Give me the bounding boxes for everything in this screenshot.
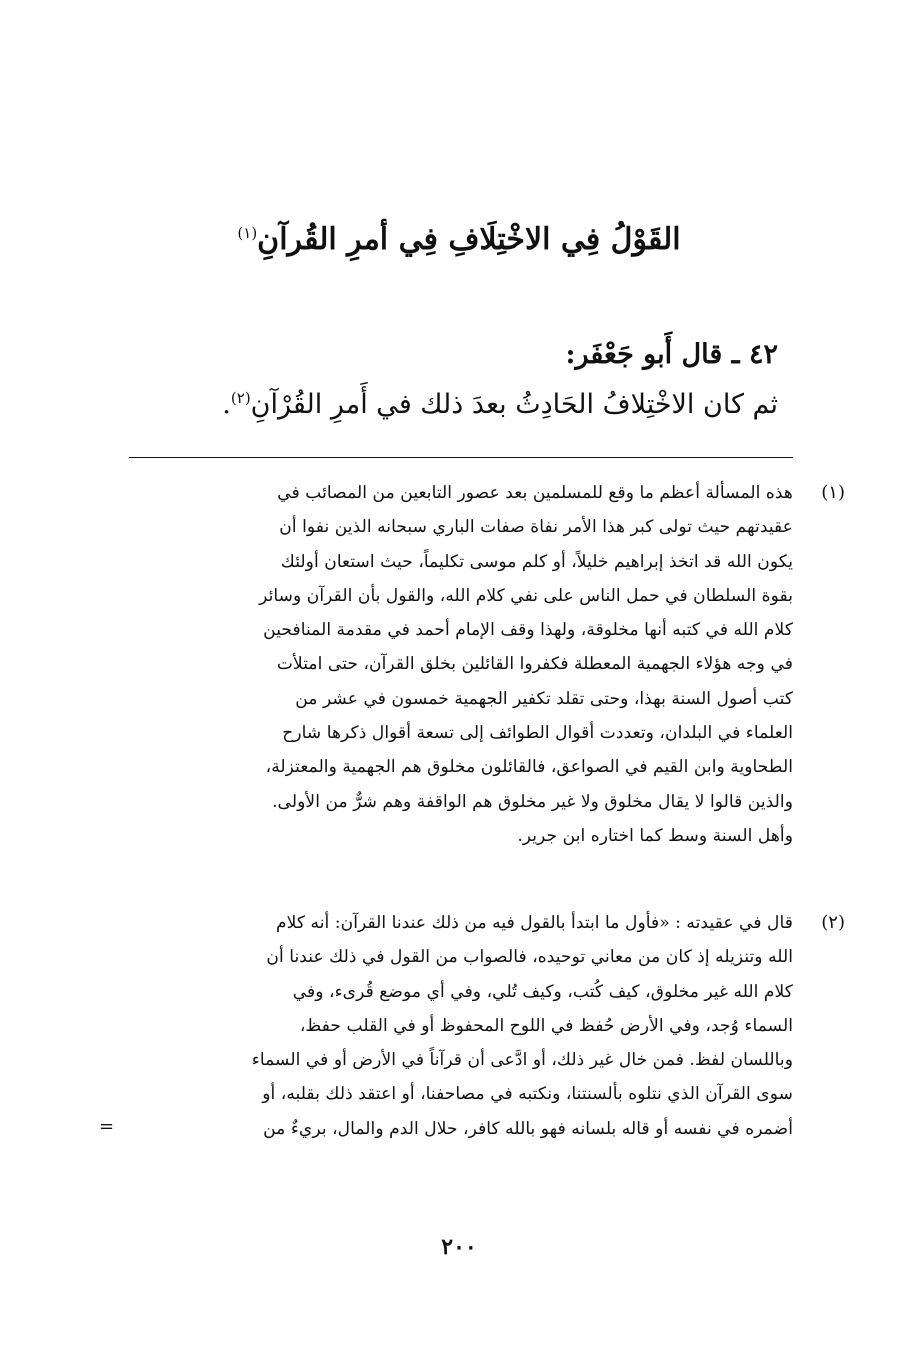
footnote-number: (١) [821, 482, 845, 503]
footnote-line: والذين قالوا لا يقال مخلوق ولا غير مخلوق هم الواقفة وهم شرٌّ من الأولى. [272, 791, 793, 812]
footnote-line: كلام الله في كتبه أنها مخلوقة، ولهذا وقف الإمام أحمد في مقدمة المنافحين [263, 620, 793, 641]
footnote-line: قال في عقيدته : «فأول ما ابتدأ بالقول فيه من ذلك عندنا القرآن: أنه كلام [276, 913, 793, 933]
main-text-note-ref: (٢) [230, 389, 251, 407]
footnote-divider [129, 457, 793, 458]
chapter-title [0, 218, 918, 262]
footnote-1 [129, 476, 845, 853]
footnote-line: الله وتنزيله إذ كان من معاني توحيده، فالصواب من القول في ذلك عندنا أن [266, 947, 793, 968]
footnote-number: (٢) [821, 912, 845, 933]
section-heading: ٤٢ ـ قال أَبو جَعْفَر: [565, 339, 778, 370]
footnote-2 [99, 906, 845, 1146]
footnote-line: وباللسان لفظ. فمن خال غير ذلك، أو ادَّعى أن قرآناً في الأرض أو في السماء [251, 1050, 793, 1071]
footnote-line: هذه المسألة أعظم ما وقع للمسلمين بعد عصور التابعين من المصائب في [277, 483, 793, 503]
footnote-line: في وجه هؤلاء الجهمية المعطلة فكفروا القائلين بخلق القرآن، حتى امتلأت [276, 654, 793, 675]
footnote-line: السماء وُجد، وفي الأرض حُفظ في اللوح المحفوظ أو في القلب حفظ، [299, 1015, 793, 1036]
footnote-line: وأهل السنة وسط كما اختاره ابن جرير. [517, 825, 793, 846]
main-text: ثم كان الاخْتِلافُ الحَادِثُ بعدَ ذلك في أَمرِ القُرْآنِ$^{(٢)}$. [222, 389, 778, 420]
footnote-line: أضمره في نفسه أو قاله بلسانه فهو بالله كافر، حلال الدم والمال، بريءٌ من [263, 1118, 793, 1139]
footnote-line: يكون الله قد اتخذ إبراهيم خليلاً، أو كلم موسى تكليماً، حيث استعان أولئك [280, 551, 793, 572]
footnote-line: الطحاوية وابن القيم في الصواعق، فالقائلون مخلوق هم الجهمية والمعتزلة، [265, 757, 793, 778]
footnote-line: كلام الله غير مخلوق، كيف كُتب، وكيف تُلي، وفي أي موضع قُرىء، وفي [292, 981, 793, 1002]
footnote-line: العلماء في البلدان، وتعددت أقوال الطوائف إلى تسعة أقوال ذكرها شارح [282, 723, 793, 744]
footnote-line: سوى القرآن الذي نتلوه بألسنتنا، ونكتبه في مصاحفنا، أو اعتقد ذلك بقلبه، أو [262, 1084, 793, 1105]
footnote-line: كتب أصول السنة بهذا، وحتى تقلد تكفير الجهمية خمسون في عشر من [295, 688, 793, 709]
footnote-line: بقوة السلطان في حمل الناس على نفي كلام الله، والقول بأن القرآن وسائر [259, 585, 793, 606]
chapter-title-note-ref: (١) [237, 224, 258, 242]
page-number: ٢٠٠ [441, 1234, 477, 1260]
footnote-line: عقيدتهم حيث تولى كبر هذا الأمر نفاة صفات الباري سبحانه الذين نفوا أن [279, 517, 793, 538]
chapter-title-text: القَوْلُ فِي الاخْتِلَافِ فِي أمرِ القُرآنِ [257, 222, 681, 257]
main-text-body: ثم كان الاخْتِلافُ الحَادِثُ بعدَ ذلك في أَمرِ القُرْآنِ [250, 389, 778, 420]
continuation-mark: = [99, 1115, 115, 1137]
